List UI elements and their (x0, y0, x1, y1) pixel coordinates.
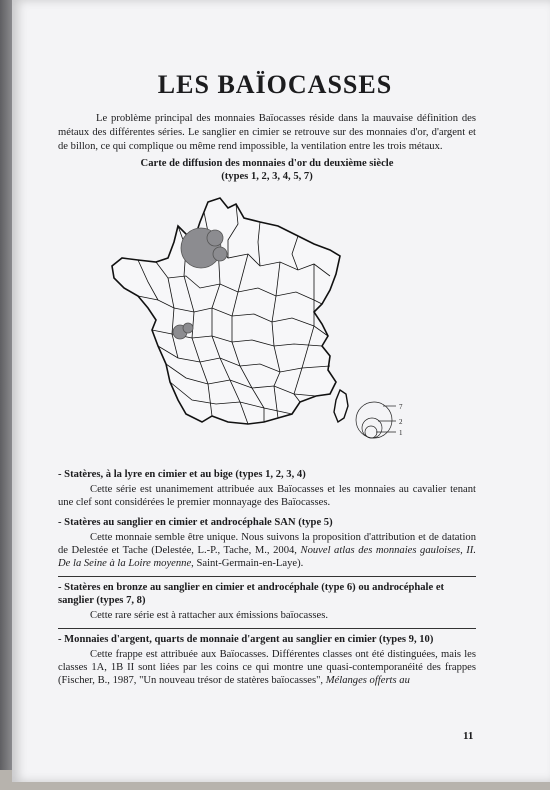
section-2-body-title: Nouvel atlas des monnaies gauloises, II. De la Seine à la Loire moyenne (58, 545, 476, 569)
intro-paragraph: Le problème principal des monnaies Baïocasses réside dans la mauvaise définition des métaux des différentes séries. Le sanglier en cimier se retrouve sur des monnaies d'or, d'argent et de billon, ce qui complique ou même rend impossible, la ventilation entre les trois métaux. (58, 113, 476, 152)
legend-circle-1 (365, 426, 377, 438)
legend-label-2: 2 (399, 418, 403, 426)
section-2-body-text: Cette monnaie semble être unique. Nous suivons la proposition d'attribution et de datation de Delestée et Tache (Delestée, L.-P., Tache, M., 2004, (58, 532, 476, 556)
legend-label-7: 7 (399, 403, 403, 411)
page-title: LES BAÏOCASSES (157, 70, 393, 99)
section-2-body-end: , Saint-Germain-en-Laye). (191, 558, 304, 569)
find-spot-medium (207, 230, 223, 246)
map-legend (356, 402, 396, 438)
section-1 (58, 468, 476, 509)
book-spine-shadow (0, 0, 12, 790)
section-4 (58, 633, 476, 687)
section-1-body: Cette série est unanimement attribuée aux Baïocasses et les monnaies au cavalier tenant une clef sont considérées le premier monnayage des Baïocasses. (58, 484, 476, 508)
section-divider (58, 628, 476, 629)
section-3-heading: - Statères en bronze au sanglier en cimier et androcéphale (type 6) ou androcéphale et sanglier (types 7, 8) (58, 582, 445, 606)
map-caption-line-2: (types 1, 2, 3, 4, 5, 7) (221, 171, 313, 182)
corsica-outline (334, 390, 348, 422)
map-caption-line-1: Carte de diffusion des monnaies d'or du deuxième siècle (140, 158, 394, 169)
france-distribution-map (108, 196, 418, 448)
section-2-heading: - Statères au sanglier en cimier et androcéphale SAN (type 5) (58, 517, 333, 528)
sections-area (58, 464, 476, 687)
section-3-body: Cette rare série est à rattacher aux émissions baïocasses. (90, 610, 328, 621)
section-divider (58, 576, 476, 577)
map-caption (58, 157, 476, 183)
section-3 (58, 581, 476, 622)
find-spot-medium (213, 247, 227, 261)
find-spot-small (183, 323, 193, 333)
section-2-body (58, 531, 476, 570)
section-4-body (58, 648, 476, 687)
section-2 (58, 516, 476, 570)
page-number: 11 (463, 730, 474, 742)
france-outline (112, 198, 340, 424)
section-4-heading: - Monnaies d'argent, quarts de monnaie d'argent au sanglier en cimier (types 9, 10) (58, 634, 434, 645)
legend-label-1: 1 (399, 429, 403, 437)
legend-circle-7 (356, 402, 392, 438)
section-4-body-title: Mélanges offerts au (325, 675, 410, 686)
section-1-heading: - Statères, à la lyre en cimier et au bige (types 1, 2, 3, 4) (58, 469, 306, 480)
section-4-body-text: Cette frappe est attribuée aux Baïocasses. Différentes classes ont été distinguées, mais les classes 1A, 1B II sont liées par les coins ce qui montre une quasi-contemporanéité des frappes (Fischer, B., 1987, "Un nouveau trésor de statères baïocasses", (58, 649, 476, 686)
